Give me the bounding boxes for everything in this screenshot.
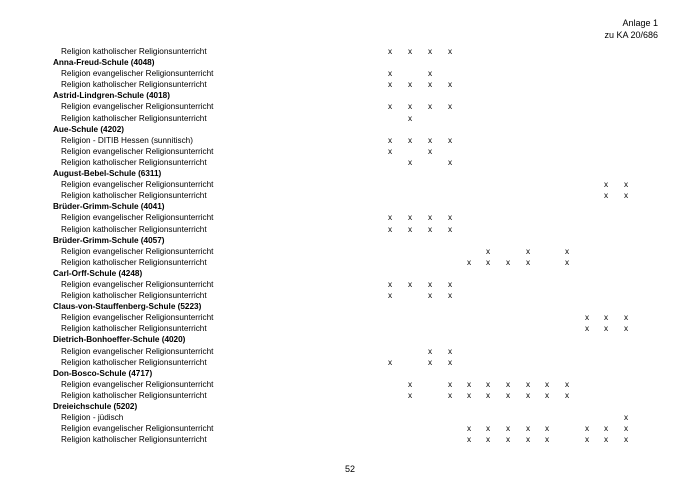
subject-row — [0, 257, 700, 268]
mark-x: x — [505, 390, 511, 400]
mark-x: x — [427, 291, 433, 301]
subject-name: Religion evangelischer Religionsunterricht — [61, 146, 214, 156]
subject-name: Religion - DITIB Hessen (sunnitisch) — [61, 135, 193, 145]
subject-name: Religion evangelischer Religionsunterricht — [61, 379, 214, 389]
mark-x: x — [447, 157, 453, 167]
mark-x: x — [485, 424, 491, 434]
subject-row — [0, 346, 700, 357]
mark-x: x — [603, 435, 609, 445]
subject-row — [0, 434, 700, 445]
mark-x: x — [427, 346, 433, 356]
school-heading-row — [0, 90, 700, 101]
mark-x: x — [387, 135, 393, 145]
subject-name: Religion evangelischer Religionsunterricht — [61, 346, 214, 356]
mark-x: x — [466, 257, 472, 267]
mark-x: x — [427, 47, 433, 56]
school-name: Claus-von-Stauffenberg-Schule (5223) — [53, 302, 202, 312]
subject-row — [0, 46, 700, 57]
school-heading-row — [0, 57, 700, 68]
subject-row — [0, 412, 700, 423]
subject-name: Religion katholischer Religionsunterricht — [61, 224, 207, 234]
mark-x: x — [447, 47, 453, 56]
school-heading-row — [0, 301, 700, 312]
mark-x: x — [623, 413, 629, 423]
mark-x: x — [485, 390, 491, 400]
mark-x: x — [584, 313, 590, 323]
subject-name: Religion evangelischer Religionsunterricht — [61, 213, 214, 223]
subject-name: Religion katholischer Religionsunterricht — [61, 80, 207, 90]
subject-name: Religion katholischer Religionsunterricht — [61, 390, 207, 400]
mark-x: x — [407, 224, 413, 234]
mark-x: x — [407, 213, 413, 223]
school-name: Don-Bosco-Schule (4717) — [53, 368, 153, 378]
mark-x: x — [525, 424, 531, 434]
subject-row — [0, 179, 700, 190]
school-name: Brüder-Grimm-Schule (4041) — [53, 202, 165, 212]
subject-name: Religion katholischer Religionsunterricht — [61, 357, 207, 367]
mark-x: x — [387, 102, 393, 112]
mark-x: x — [525, 379, 531, 389]
mark-x: x — [485, 246, 491, 256]
school-heading-row — [0, 401, 700, 412]
mark-x: x — [387, 224, 393, 234]
subject-row — [0, 157, 700, 168]
subject-name: Religion katholischer Religionsunterricht — [61, 257, 207, 267]
mark-x: x — [564, 246, 570, 256]
mark-x: x — [387, 146, 393, 156]
mark-x: x — [427, 146, 433, 156]
mark-x: x — [603, 313, 609, 323]
subject-name: Religion katholischer Religionsunterricht — [61, 435, 207, 445]
mark-x: x — [544, 435, 550, 445]
school-name: August-Bebel-Schule (6311) — [53, 169, 162, 179]
school-name: Brüder-Grimm-Schule (4057) — [53, 235, 165, 245]
mark-x: x — [387, 279, 393, 289]
mark-x: x — [485, 379, 491, 389]
subject-name: Religion katholischer Religionsunterricht — [61, 157, 207, 167]
school-heading-row — [0, 201, 700, 212]
subject-name: Religion katholischer Religionsunterricht — [61, 191, 207, 201]
mark-x: x — [447, 390, 453, 400]
mark-x: x — [447, 102, 453, 112]
mark-x: x — [603, 180, 609, 190]
document-header — [604, 17, 658, 41]
mark-x: x — [485, 435, 491, 445]
mark-x: x — [466, 435, 472, 445]
mark-x: x — [427, 224, 433, 234]
subject-name: Religion katholischer Religionsunterricht — [61, 113, 207, 123]
mark-x: x — [525, 246, 531, 256]
mark-x: x — [603, 324, 609, 334]
mark-x: x — [584, 435, 590, 445]
mark-x: x — [407, 279, 413, 289]
mark-x: x — [603, 191, 609, 201]
mark-x: x — [525, 435, 531, 445]
mark-x: x — [387, 69, 393, 79]
subject-row — [0, 312, 700, 323]
subject-row — [0, 423, 700, 434]
school-name: Dreieichschule (5202) — [53, 402, 138, 411]
mark-x: x — [447, 135, 453, 145]
subject-row — [0, 190, 700, 201]
subject-row — [0, 323, 700, 334]
mark-x: x — [407, 47, 413, 56]
reference-label: zu KA 20/686 — [604, 30, 658, 40]
mark-x: x — [485, 257, 491, 267]
mark-x: x — [407, 135, 413, 145]
subject-name: Religion evangelischer Religionsunterricht — [61, 246, 214, 256]
mark-x: x — [544, 424, 550, 434]
subject-name: Religion evangelischer Religionsunterricht — [61, 279, 214, 289]
mark-x: x — [427, 279, 433, 289]
mark-x: x — [584, 324, 590, 334]
subject-row — [0, 357, 700, 368]
subject-row — [0, 212, 700, 223]
mark-x: x — [447, 291, 453, 301]
mark-x: x — [564, 390, 570, 400]
school-heading-row — [0, 368, 700, 379]
school-heading-row — [0, 268, 700, 279]
mark-x: x — [623, 191, 629, 201]
mark-x: x — [407, 102, 413, 112]
mark-x: x — [623, 424, 629, 434]
subject-name: Religion katholischer Religionsunterricht — [61, 47, 207, 56]
subject-row — [0, 279, 700, 290]
mark-x: x — [387, 80, 393, 90]
school-name: Astrid-Lindgren-Schule (4018) — [53, 91, 170, 101]
mark-x: x — [447, 213, 453, 223]
mark-x: x — [505, 424, 511, 434]
subject-name: Religion evangelischer Religionsunterricht — [61, 69, 214, 79]
mark-x: x — [623, 324, 629, 334]
school-heading-row — [0, 168, 700, 179]
religion-course-table — [0, 46, 700, 445]
subject-row — [0, 379, 700, 390]
mark-x: x — [407, 80, 413, 90]
subject-row — [0, 146, 700, 157]
mark-x: x — [623, 313, 629, 323]
mark-x: x — [584, 424, 590, 434]
subject-row — [0, 246, 700, 257]
mark-x: x — [387, 213, 393, 223]
mark-x: x — [407, 113, 413, 123]
mark-x: x — [447, 80, 453, 90]
mark-x: x — [387, 47, 393, 56]
mark-x: x — [603, 424, 609, 434]
mark-x: x — [505, 257, 511, 267]
subject-name: Religion evangelischer Religionsunterricht — [61, 313, 214, 323]
subject-row — [0, 79, 700, 90]
subject-row — [0, 113, 700, 124]
mark-x: x — [447, 346, 453, 356]
subject-name: Religion evangelischer Religionsunterricht — [61, 102, 214, 112]
mark-x: x — [447, 379, 453, 389]
mark-x: x — [387, 357, 393, 367]
mark-x: x — [623, 180, 629, 190]
annex-label: Anlage 1 — [622, 18, 658, 28]
mark-x: x — [525, 390, 531, 400]
mark-x: x — [427, 357, 433, 367]
school-heading-row — [0, 124, 700, 135]
mark-x: x — [466, 379, 472, 389]
mark-x: x — [505, 435, 511, 445]
mark-x: x — [427, 102, 433, 112]
subject-name: Religion katholischer Religionsunterricht — [61, 291, 207, 301]
mark-x: x — [525, 257, 531, 267]
subject-row — [0, 101, 700, 112]
subject-row — [0, 135, 700, 146]
subject-name: Religion - jüdisch — [61, 413, 124, 423]
mark-x: x — [564, 379, 570, 389]
mark-x: x — [447, 279, 453, 289]
mark-x: x — [407, 157, 413, 167]
mark-x: x — [427, 135, 433, 145]
school-name: Aue-Schule (4202) — [53, 124, 124, 134]
school-name: Carl-Orff-Schule (4248) — [53, 268, 143, 278]
mark-x: x — [427, 213, 433, 223]
mark-x: x — [427, 80, 433, 90]
mark-x: x — [447, 224, 453, 234]
school-heading-row — [0, 235, 700, 246]
mark-x: x — [544, 379, 550, 389]
subject-row — [0, 390, 700, 401]
mark-x: x — [466, 424, 472, 434]
mark-x: x — [466, 390, 472, 400]
subject-row — [0, 224, 700, 235]
mark-x: x — [505, 379, 511, 389]
subject-name: Religion evangelischer Religionsunterricht — [61, 424, 214, 434]
mark-x: x — [544, 390, 550, 400]
subject-row — [0, 68, 700, 79]
subject-name: Religion evangelischer Religionsunterricht — [61, 180, 214, 190]
school-name: Anna-Freud-Schule (4048) — [53, 58, 155, 68]
mark-x: x — [407, 390, 413, 400]
mark-x: x — [623, 435, 629, 445]
school-name: Dietrich-Bonhoeffer-Schule (4020) — [53, 335, 186, 345]
mark-x: x — [427, 69, 433, 79]
school-heading-row — [0, 334, 700, 345]
mark-x: x — [407, 379, 413, 389]
page-number: 52 — [344, 464, 355, 474]
subject-row — [0, 290, 700, 301]
mark-x: x — [447, 357, 453, 367]
mark-x: x — [387, 291, 393, 301]
subject-name: Religion katholischer Religionsunterricht — [61, 324, 207, 334]
mark-x: x — [564, 257, 570, 267]
